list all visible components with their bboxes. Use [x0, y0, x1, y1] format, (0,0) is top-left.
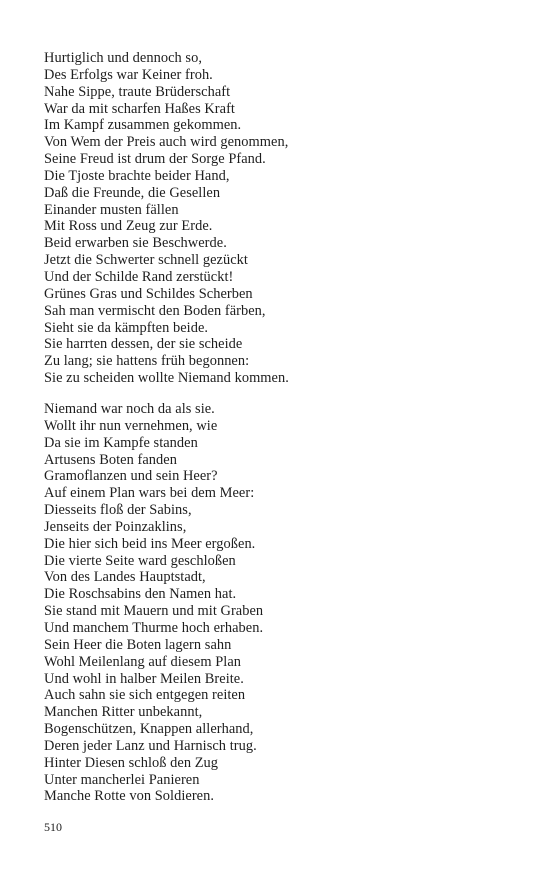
verse-line: Und der Schilde Rand zerstückt! [44, 268, 234, 285]
verse-line: Daß die Freunde, die Gesellen [44, 184, 221, 201]
verse-line: Mit Ross und Zeug zur Erde. [44, 218, 213, 235]
verse-line: Auch sahn sie sich entgegen reiten [44, 687, 246, 704]
verse-line: Die Tjoste brachte beider Hand, [44, 167, 230, 184]
verse-line: Da sie im Kampfe standen [44, 434, 198, 451]
verse-line: Sie stand mit Mauern und mit Graben [44, 603, 264, 620]
verse-line: Sie zu scheiden wollte Niemand kommen. [44, 370, 289, 387]
verse-line: Die Roschsabins den Namen hat. [44, 586, 237, 603]
verse-line: Von des Landes Hauptstadt, [44, 569, 206, 586]
page-number: 510 [44, 820, 62, 834]
verse-line: Artusens Boten fanden [44, 451, 177, 468]
verse-line: Einander musten fällen [44, 201, 179, 218]
verse-line: Seine Freud ist drum der Sorge Pfand. [44, 151, 266, 168]
verse-line: Zu lang; sie hattens früh begonnen: [44, 353, 250, 370]
verse-line: Sein Heer die Boten lagern sahn [44, 636, 232, 653]
verse-line: Jenseits der Poinzaklins, [44, 518, 187, 535]
verse-line: Hinter Diesen schloß den Zug [44, 754, 219, 771]
verse-line: Des Erfolgs war Keiner froh. [44, 66, 213, 83]
verse-line: Von Wem der Preis auch wird genommen, [44, 134, 289, 151]
verse-line: Und manchem Thurme hoch erhaben. [44, 619, 264, 636]
verse-line: Die vierte Seite ward geschloßen [44, 552, 236, 569]
verse-line: Auf einem Plan wars bei dem Meer: [44, 485, 255, 502]
verse-line: Jetzt die Schwerter schnell gezückt [44, 252, 248, 269]
stanza [44, 401, 263, 805]
verse-line: Sah man vermischt den Boden färben, [44, 302, 266, 319]
verse-line: Niemand war noch da als sie. [44, 401, 215, 417]
stanza [44, 50, 289, 387]
verse-line: War da mit scharfen Haßes Kraft [44, 100, 235, 117]
verse-line: Grünes Gras und Schildes Scherben [44, 285, 253, 302]
verse-line: Wohl Meilenlang auf diesem Plan [44, 653, 242, 670]
verse-line: Wollt ihr nun vernehmen, wie [44, 417, 218, 434]
verse-line: Beid erwarben sie Beschwerde. [44, 235, 227, 252]
verse-line: Manche Rotte von Soldieren. [44, 788, 215, 805]
verse-line: Diesseits floß der Sabins, [44, 502, 192, 519]
verse-line: Bogenschützen, Knappen allerhand, [44, 721, 254, 738]
verse-line: Hurtiglich und dennoch so, [44, 50, 202, 66]
verse-line: Gramoflanzen und sein Heer? [44, 468, 218, 485]
verse-line: Unter mancherlei Panieren [44, 771, 200, 788]
verse-line: Nahe Sippe, traute Brüderschaft [44, 83, 231, 100]
verse-line: Und wohl in halber Meilen Breite. [44, 670, 244, 687]
verse-line: Sieht sie da kämpften beide. [44, 319, 209, 336]
verse-line: Im Kampf zusammen gekommen. [44, 117, 242, 134]
verse-line: Sie harrten dessen, der sie scheide [44, 336, 243, 353]
verse-line: Deren jeder Lanz und Harnisch trug. [44, 737, 257, 754]
verse-line: Manchen Ritter unbekannt, [44, 704, 203, 721]
verse-line: Die hier sich beid ins Meer ergoßen. [44, 535, 256, 552]
